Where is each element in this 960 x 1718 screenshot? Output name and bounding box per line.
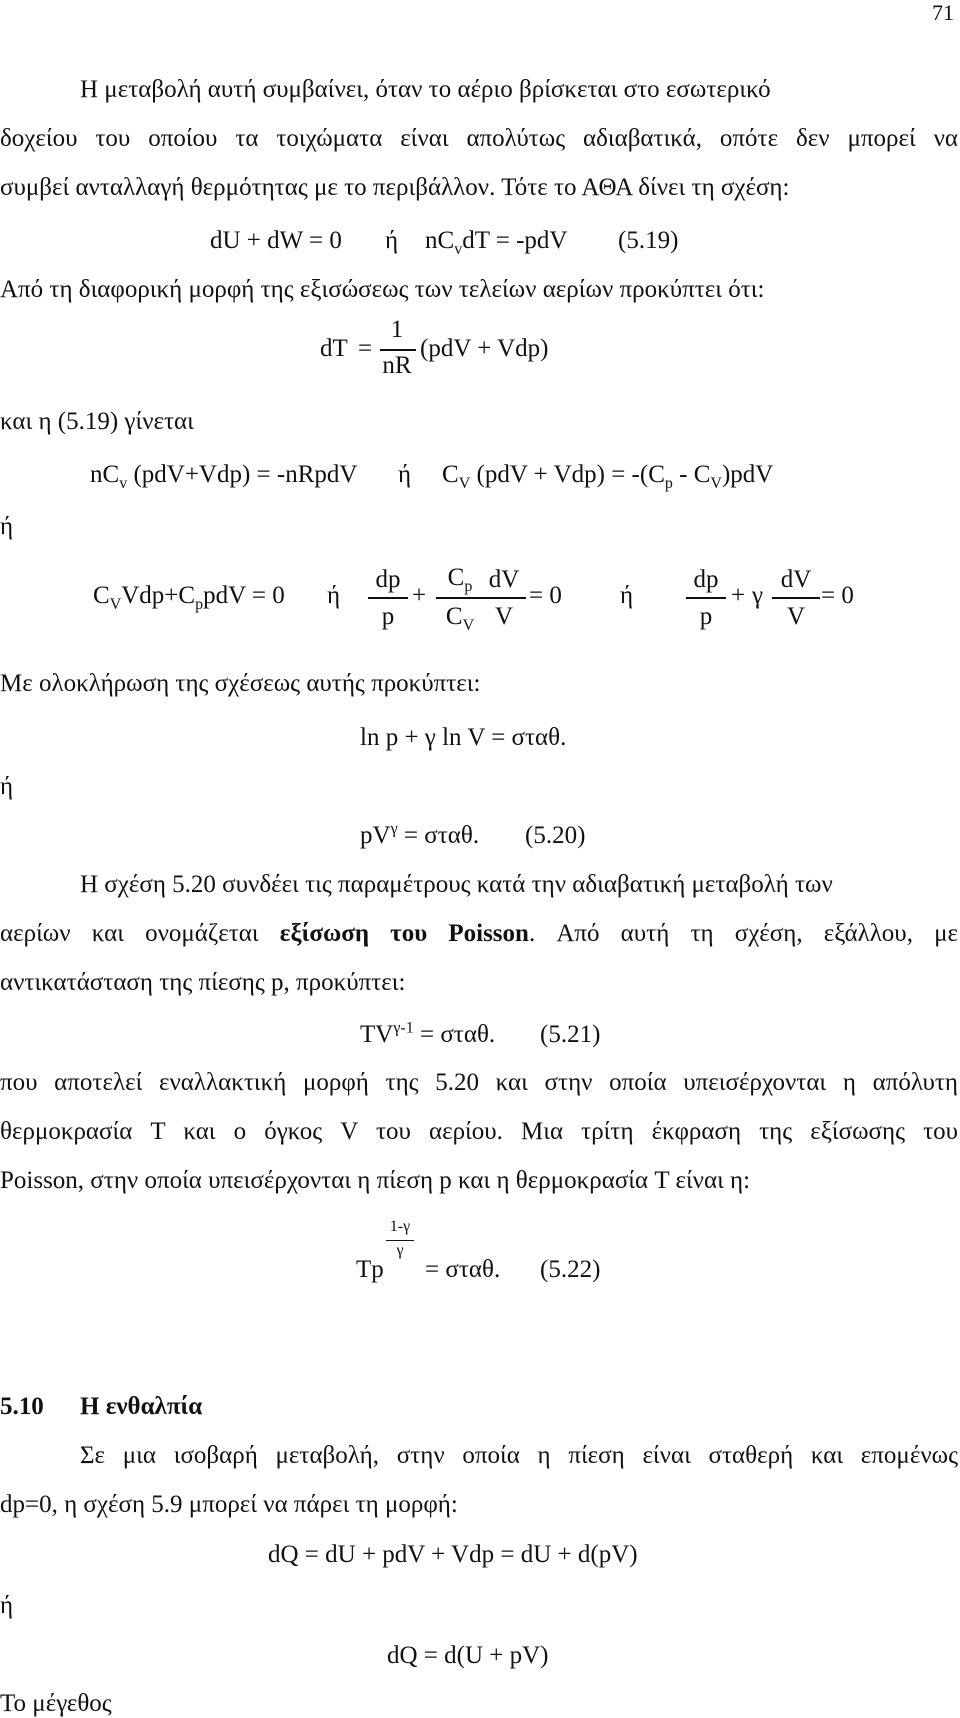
equation-number: (5.19) bbox=[618, 227, 679, 254]
paragraph-line: αερίων και ονομάζεται εξίσωση του Poisson. Από αυτή τη σχέση, εξάλλου, με bbox=[0, 920, 959, 947]
gamma-symbol: γ bbox=[752, 582, 764, 609]
equation-number: (5.20) bbox=[525, 822, 586, 849]
paragraph-line: Από τη διαφορική μορφή της εξισώσεως των τελείων αερίων προκύπτει ότι: bbox=[0, 276, 765, 303]
fraction-bar bbox=[368, 597, 408, 599]
paragraph-line: dp=0, η σχέση 5.9 μπορεί να πάρει τη μορφή: bbox=[0, 1491, 458, 1518]
section-title: Η ενθαλπία bbox=[80, 1393, 203, 1420]
equals-zero: = 0 bbox=[529, 582, 562, 609]
fraction-denominator: V bbox=[786, 603, 806, 630]
paragraph-line: δοχείου του οποίου τα τοιχώματα είναι απολύτως αδιαβατικά, οπότε δεν μπορεί να bbox=[0, 125, 958, 152]
paragraph-line: θερμοκρασία T και ο όγκος V του αερίου. Μια τρίτη έκφραση της εξίσωσης του bbox=[0, 1118, 958, 1145]
equation-nc-right: $C_V$ $(pdV + Vdp) = -(C_p - C_V)pdV$ bbox=[442, 461, 774, 492]
exponent-denominator: γ bbox=[396, 1242, 404, 1259]
equation-5-21: $TV^{\gamma-1} = \sigma\tau\alpha\theta$. bbox=[360, 1019, 496, 1048]
or-word: ή bbox=[0, 1592, 14, 1619]
equation-5-19-part1: dU + dW = 0 bbox=[210, 227, 342, 254]
equation-number: (5.21) bbox=[540, 1021, 601, 1048]
paragraph-line: Poisson, στην οποία υπεισέρχονται η πίεση p και η θερμοκρασία T είναι η: bbox=[0, 1167, 751, 1194]
equation-5-19-part2: $nC_vdT = -pdV$ bbox=[425, 227, 568, 258]
exponent-bar bbox=[386, 1240, 414, 1241]
equation-dQ-2: dQ = d(U + pV) bbox=[387, 1642, 549, 1669]
equation-5-20: $pV^\gamma = \sigma\tau\alpha\theta$. bbox=[360, 820, 480, 849]
paragraph-line: Το μέγεθος bbox=[0, 1690, 112, 1717]
exponent-numerator: 1-γ bbox=[389, 1218, 411, 1235]
paragraph-line: και η (5.19) γίνεται bbox=[0, 408, 194, 435]
fraction-denominator: nR bbox=[382, 352, 412, 379]
equation-cv: $C_VVdp+C_ppdV = 0$ bbox=[93, 582, 285, 613]
page-number: 71 bbox=[932, 0, 954, 25]
fraction-numerator: dV bbox=[488, 566, 520, 593]
fraction-numerator: dp bbox=[693, 566, 719, 593]
or-word: ή bbox=[385, 227, 399, 254]
plus-sign: + bbox=[412, 582, 427, 609]
fraction-denominator: p bbox=[381, 603, 395, 630]
fraction-bar bbox=[380, 349, 416, 351]
section-number: 5.10 bbox=[0, 1393, 44, 1420]
fraction-numerator: dV bbox=[780, 566, 812, 593]
paragraph-line: Η μεταβολή αυτή συμβαίνει, όταν το αέριο βρίσκεται στο εσωτερικό bbox=[80, 76, 771, 103]
fraction-bar bbox=[686, 597, 726, 599]
paragraph-line: Σε μια ισοβαρή μεταβολή, στην οποία η πίεση είναι σταθερή και επομένως bbox=[80, 1442, 958, 1469]
equation-dQ-1: dQ = dU + pdV + Vdp = dU + d(pV) bbox=[268, 1541, 638, 1568]
fraction-numerator: 1 bbox=[390, 316, 404, 343]
or-word: ή bbox=[620, 582, 634, 609]
equation-nc-left: $nC_v$ (pdV+Vdp) = -nRpdV bbox=[90, 461, 358, 492]
paragraph-line: συμβεί ανταλλαγή θερμότητας με το περιβάλλον. Τότε το ΑΘΑ δίνει τη σχέση: bbox=[0, 174, 790, 201]
equation-5-22-base: Tp bbox=[356, 1256, 384, 1283]
fraction-denominator: $C_V$ bbox=[445, 603, 475, 634]
eq-dT-equals: = bbox=[358, 335, 373, 362]
fraction-numerator: dp bbox=[375, 566, 401, 593]
fraction-bar bbox=[482, 597, 526, 599]
paragraph-line: αντικατάσταση της πίεσης p, προκύπτει: bbox=[0, 969, 406, 996]
or-word: ή bbox=[398, 461, 412, 488]
eq-dT-lhs: dT bbox=[320, 335, 348, 362]
paragraph-line: Με ολοκλήρωση της σχέσεως αυτής προκύπτει: bbox=[0, 670, 481, 697]
eq-dT-rhs: (pdV + Vdp) bbox=[420, 335, 549, 362]
paragraph-line: που αποτελεί εναλλακτική μορφή της 5.20 και στην οποία υπεισέρχονται η απόλυτη bbox=[0, 1069, 958, 1096]
poisson-equation-term: εξίσωση του Poisson bbox=[279, 920, 529, 947]
fraction-bar bbox=[436, 597, 484, 599]
equation-ln: ln p + γ ln V = σταθ. bbox=[360, 724, 567, 751]
fraction-denominator: V bbox=[494, 603, 514, 630]
or-word: ή bbox=[0, 773, 14, 800]
paragraph-line: Η σχέση 5.20 συνδέει τις παραμέτρους κατά την αδιαβατική μεταβολή των bbox=[80, 871, 833, 898]
fraction-bar bbox=[772, 597, 820, 599]
or-word: ή bbox=[0, 513, 14, 540]
equals-zero: = 0 bbox=[821, 582, 854, 609]
equation-5-22-rhs: = σταθ. bbox=[425, 1256, 501, 1283]
plus-sign: + bbox=[731, 582, 746, 609]
equation-number: (5.22) bbox=[540, 1256, 601, 1283]
fraction-denominator: p bbox=[699, 603, 713, 630]
or-word: ή bbox=[327, 582, 341, 609]
fraction-numerator: $C_p$ bbox=[447, 564, 473, 595]
